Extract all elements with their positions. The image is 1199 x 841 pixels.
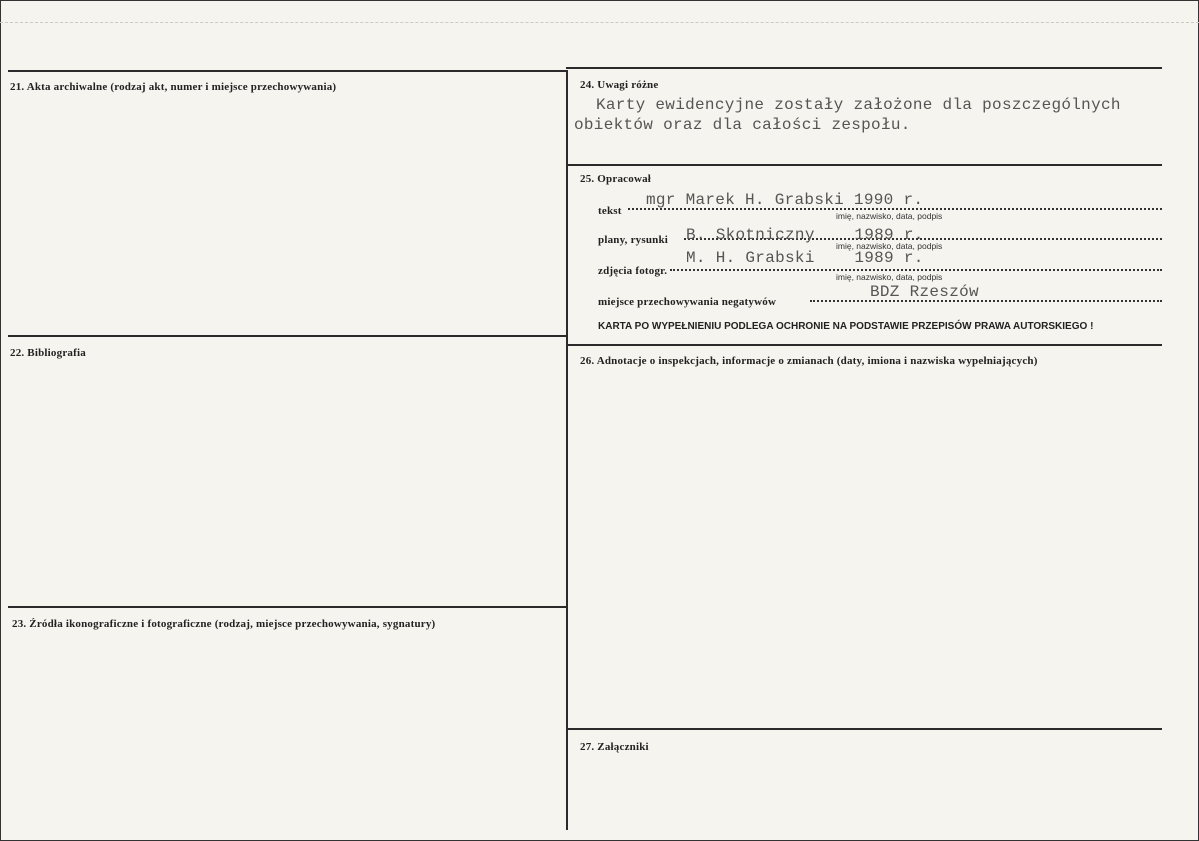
rule-right-25	[566, 164, 1162, 166]
section-24-label: 24. Uwagi różne	[580, 79, 659, 91]
section-21-label: 21. Akta archiwalne (rodzaj akt, numer i miejsce przechowywania)	[10, 81, 337, 93]
zdjecia-dotted-line	[670, 269, 1162, 271]
top-perforation-strip	[0, 0, 1199, 23]
copyright-note: KARTA PO WYPEŁNIENIU PODLEGA OCHRONIE NA PODSTAWIE PRZEPISÓW PRAWA AUTORSKIEGO !	[598, 321, 1094, 332]
section-24-text-line-2: obiektów oraz dla całości zespołu.	[574, 116, 911, 134]
tekst-label: tekst	[598, 205, 622, 217]
negatywy-label: miejsce przechowywania negatywów	[598, 296, 777, 308]
tekst-value: mgr Marek H. Grabski 1990 r.	[646, 191, 924, 209]
zdjecia-value: M. H. Grabski 1989 r.	[686, 249, 924, 267]
tekst-caption: imię, nazwisko, data, podpis	[836, 211, 943, 221]
plany-label: plany, rysunki	[598, 234, 669, 246]
section-24-text-line-1: Karty ewidencyjne zostały założone dla poszczególnych	[596, 96, 1121, 114]
plany-caption: imię, nazwisko, data, podpis	[836, 241, 943, 251]
rule-top-left	[8, 70, 566, 72]
rule-right-27	[566, 728, 1162, 730]
plany-value: B. Skotniczny 1989 r.	[686, 226, 924, 244]
section-22-label: 22. Bibliografia	[10, 347, 86, 359]
rule-left-23	[8, 606, 566, 608]
rule-left-22	[8, 335, 566, 337]
negatywy-dotted-line	[810, 300, 1162, 302]
zdjecia-caption: imię, nazwisko, data, podpis	[836, 272, 943, 282]
rule-top-right	[566, 67, 1162, 69]
section-26-label: 26. Adnotacje o inspekcjach, informacje o zmianach (daty, imiona i nazwiska wypełniających)	[580, 355, 1038, 367]
section-25-label: 25. Opracował	[580, 173, 652, 185]
section-27-label: 27. Załączniki	[580, 741, 649, 753]
section-23-label: 23. Źródła ikonograficzne i fotograficzne (rodzaj, miejsce przechowywania, sygnatury)	[12, 618, 436, 630]
rule-right-26	[566, 344, 1162, 346]
rule-center-vertical	[566, 70, 568, 830]
negatywy-value: BDZ Rzeszów	[870, 283, 979, 301]
zdjecia-label: zdjęcia fotogr.	[598, 265, 668, 277]
